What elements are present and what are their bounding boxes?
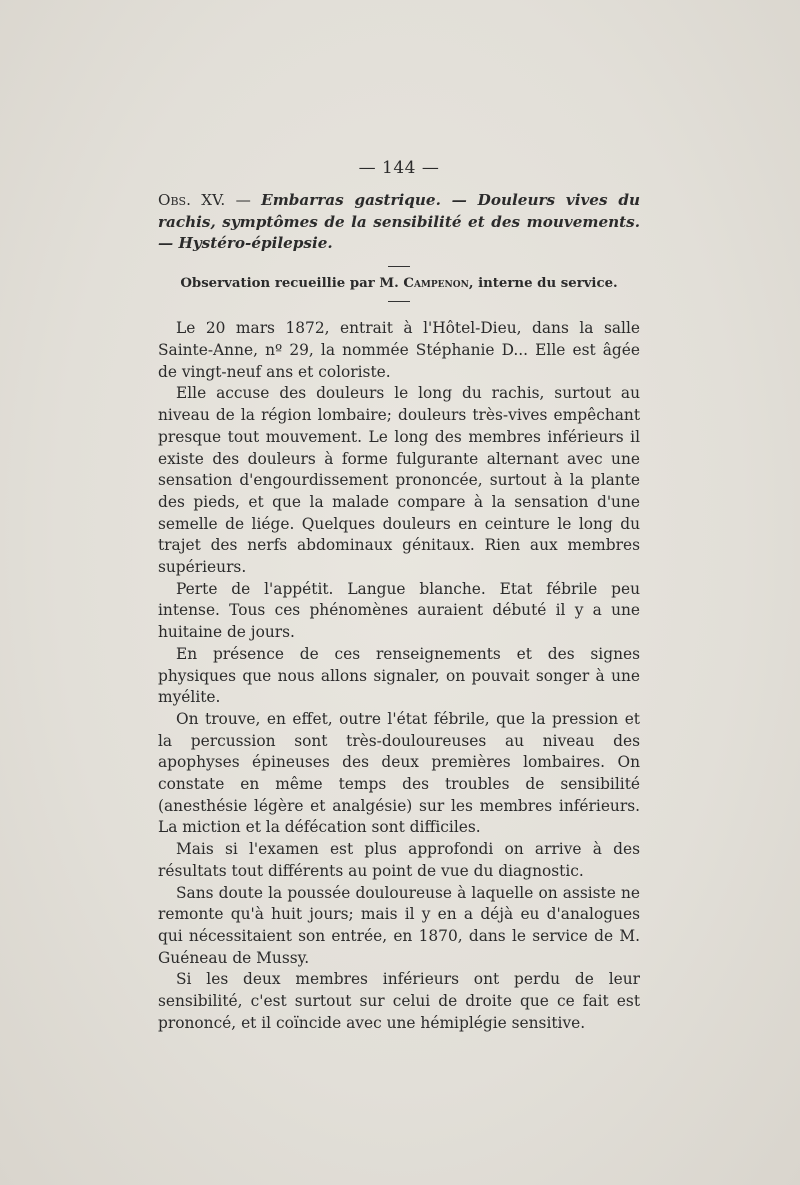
- paragraph: On trouve, en effet, outre l'état fébrile, que la pression et la percussion sont très-douloureuses au niveau des apophyses épineuses des deux premières lombaires. On constate en même temps des troubles de sensibilité (anesthésie légère et analgésie) sur les membres inférieurs. La miction et la défécation sont difficiles.: [158, 709, 640, 837]
- paragraph: Le 20 mars 1872, entrait à l'Hôtel-Dieu, dans la salle Sainte-Anne, nº 29, la nommée Stéphanie D... Elle est âgée de vingt-neuf ans et coloriste.: [158, 319, 640, 381]
- paragraph: Mais si l'examen est plus approfondi on arrive à des résultats tout différents au point de vue du diagnostic.: [158, 840, 640, 880]
- document-page: [158, 158, 640, 1034]
- observation-label: Obs. XV. —: [158, 191, 262, 209]
- observation-title: Embarras gastrique. — Douleurs vives du rachis, symptômes de la sensibilité et des mouvements. — Hystéro-épilepsie.: [158, 191, 640, 252]
- credit-prefix: Observation recueillie par M.: [180, 275, 404, 291]
- credit-name: Campenon: [403, 275, 469, 291]
- divider-top: [388, 266, 410, 267]
- page-number: — 144 —: [358, 158, 440, 178]
- paragraph: Sans doute la poussée douloureuse à laquelle on assiste ne remonte qu'à huit jours; mais il y en a déjà eu d'analogues qui nécessitaient son entrée, en 1870, dans le service de M. Guéneau de Mussy.: [158, 883, 640, 967]
- paragraph: Perte de l'appétit. Langue blanche. Etat fébrile peu intense. Tous ces phénomènes auraient débuté il y a une huitaine de jours.: [158, 579, 640, 642]
- paragraph: Elle accuse des douleurs le long du rachis, surtout au niveau de la région lombaire; douleurs très-vives empêchant presque tout mouvement. Le long des membres inférieurs il existe des douleurs à forme fulgurante alternant avec une sensation d'engourdissement prononcée, surtout à la plante des pieds, et que la malade compare à la sensation d'une semelle de liége. Quelques douleurs en ceinture le long du trajet des nerfs abdominaux génitaux. Rien aux membres supérieurs.: [158, 384, 640, 577]
- observation-credit: [158, 275, 640, 293]
- paragraph: Si les deux membres inférieurs ont perdu de leur sensibilité, c'est surtout sur celui de droite que ce fait est prononcé, et il coïncide avec une hémiplégie sensitive.: [158, 970, 640, 1032]
- body-text: [158, 318, 640, 1034]
- divider-bottom: [388, 301, 410, 302]
- credit-suffix: , interne du service.: [468, 275, 618, 291]
- paragraph: En présence de ces renseignements et des signes physiques que nous allons signaler, on pouvait songer à une myélite.: [158, 644, 640, 707]
- observation-heading: [158, 190, 640, 255]
